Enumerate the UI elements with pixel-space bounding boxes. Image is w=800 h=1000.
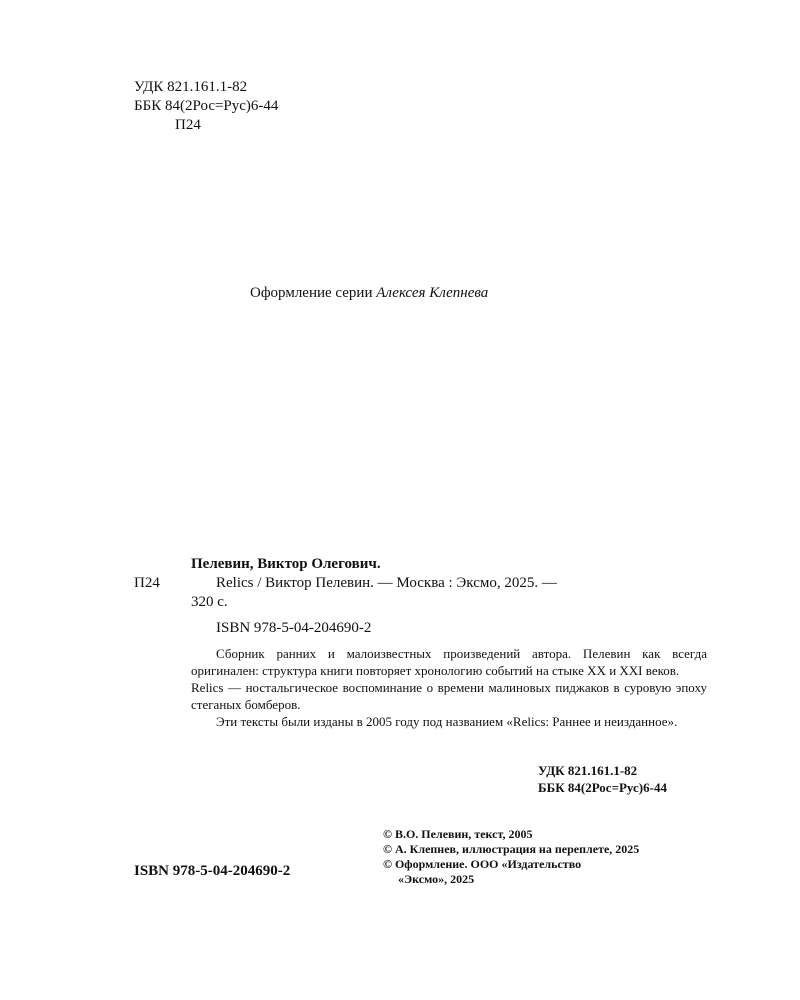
series-design-prefix: Оформление серии [250,285,377,301]
annotation-paragraph-2: Relics — ностальгическое воспоминание о времени малиновых пиджаков в суровую эпоху стеганых бомберов. [191,680,707,712]
top-bbk: ББК 84(2Рос=Рус)6-44 [134,98,279,114]
catalog-isbn: ISBN 978-5-04-204690-2 [216,620,372,636]
copyright-publisher: «Эксмо», 2025 [398,872,475,886]
catalog-author: Пелевин, Виктор Олегович. [191,556,381,572]
catalog-title-line: Relics / Виктор Пелевин. — Москва : Эксмо, 2025. — [216,575,557,591]
catalog-pages: 320 с. [191,594,228,610]
annotation-paragraph-1: Сборник ранних и малоизвестных произведений автора. Пелевин как всегда оригинален: структура книги повторяет хронологию событий на стыке XX и XXI веков. [191,646,707,678]
annotation-paragraph-3: Эти тексты были изданы в 2005 году под названием «Relics: Раннее и неизданное». [216,714,678,729]
catalog-annotation [191,645,707,730]
copyright-design: © Оформление. ООО «Издательство [383,857,582,871]
top-udk: УДК 821.161.1-82 [134,79,248,95]
copyright-block [383,827,639,887]
catalog-udk: УДК 821.161.1-82 [538,763,638,778]
bottom-isbn: ISBN 978-5-04-204690-2 [134,863,291,879]
series-design-credit [250,284,488,303]
copyright-illustration: © А. Клепнев, иллюстрация на переплете, 2025 [383,842,640,856]
copyright-text: © В.О. Пелевин, текст, 2005 [383,827,533,841]
top-author-mark: П24 [175,117,201,133]
series-designer-name: Алексея Клепнева [376,285,489,301]
catalog-mark: П24 [134,575,160,591]
catalog-bbk: ББК 84(2Рос=Рус)6-44 [538,780,667,795]
